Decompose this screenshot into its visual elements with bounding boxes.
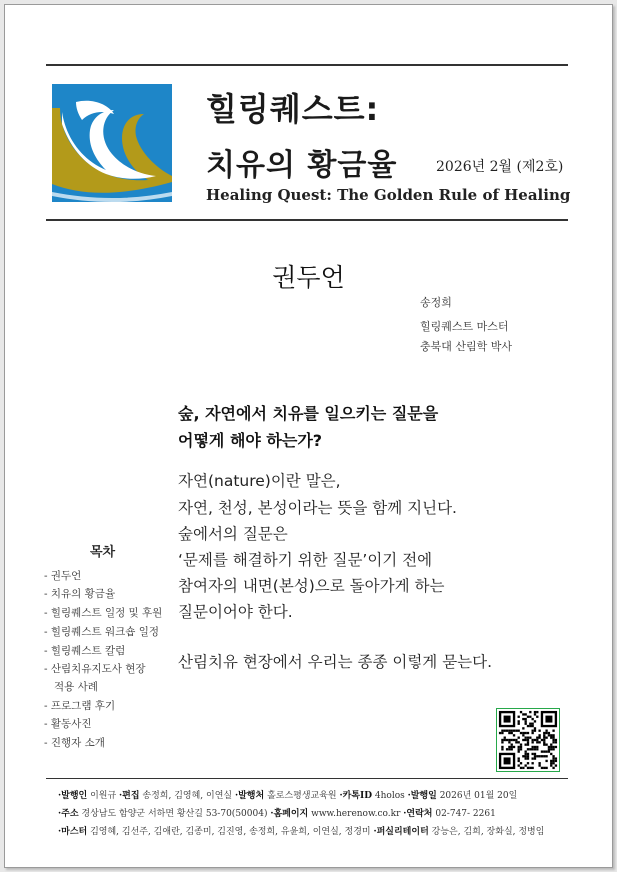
toc-item: - 활동사진 xyxy=(44,718,92,730)
author-degree: 충북대 산림학 박사 xyxy=(420,340,513,353)
footer-value: 2026년 01월 20일 xyxy=(436,791,518,801)
author-name: 송정희 xyxy=(420,296,452,309)
toc-title: 목차 xyxy=(90,545,116,560)
footer-value: 홀로스평생교육원 xyxy=(264,791,340,801)
footer-label: ·발행일 xyxy=(407,791,437,801)
footer-label: ·발행인 xyxy=(58,791,88,801)
footer-rule xyxy=(46,778,568,779)
footer-value: 이원규 xyxy=(87,791,120,801)
toc-item: - 권두언 xyxy=(44,570,82,582)
newsletter-title-line1: 힐링퀘스트: xyxy=(206,90,380,128)
body-line: 질문이어야 한다. xyxy=(178,603,293,621)
lead-question-line2: 어떻게 해야 하는가? xyxy=(178,431,323,450)
author-role: 힐링퀘스트 마스터 xyxy=(420,320,509,333)
toc-item: - 프로그램 후기 xyxy=(44,700,116,712)
toc-item: - 힐링퀘스트 일정 및 후원 xyxy=(44,607,163,619)
footer-label: ·홈페이지 xyxy=(270,809,309,819)
footer-label: ·퍼실리테이터 xyxy=(373,827,429,837)
wave-logo-icon xyxy=(52,84,172,202)
footer-value: 강능은, 김희, 장화실, 정병임 xyxy=(428,827,545,837)
footer-value: 송정희, 김영혜, 이연실 xyxy=(139,791,235,801)
footer-value: 02-747- 2261 xyxy=(432,809,496,819)
body-line: ‘문제를 해결하기 위한 질문’이기 전에 xyxy=(178,551,433,569)
footer-label: ·주소 xyxy=(58,809,79,819)
footer-value: 4holos xyxy=(372,791,408,801)
homepage-link[interactable]: www.herenow.co.kr xyxy=(308,809,404,819)
toc-item: - 힐링퀘스트 칼럼 xyxy=(44,645,126,657)
body-line: 산림치유 현장에서 우리는 종종 이렇게 묻는다. xyxy=(178,653,493,671)
toc-item: 적용 사례 xyxy=(54,681,98,693)
newsletter-title-line2: 치유의 황금율 xyxy=(206,148,398,183)
footer-value: 김영혜, 김선주, 김애란, 김종미, 김진영, 송정희, 유윤희, 이연실, 정경미 xyxy=(87,827,374,837)
header-bottom-rule xyxy=(46,219,568,221)
footer-label: ·연락처 xyxy=(403,809,433,819)
footer-address-line xyxy=(58,806,496,819)
article-title: 권두언 xyxy=(272,263,345,292)
issue-date: 2026년 2월 (제2호) xyxy=(436,159,564,175)
toc-item: - 산림치유지도사 현장 xyxy=(44,663,146,675)
toc-item: - 힐링퀘스트 워크숍 일정 xyxy=(44,626,159,638)
footer-label: ·발행처 xyxy=(234,791,265,801)
qr-code-icon[interactable] xyxy=(496,708,560,772)
footer-value: 경상남도 함양군 서하면 황산길 53-70(50004) xyxy=(78,809,271,819)
body-line: 참여자의 내면(본성)으로 돌아가게 하는 xyxy=(178,577,445,595)
toc-item: - 진행자 소개 xyxy=(44,737,105,749)
footer-label: ·편집 xyxy=(119,791,140,801)
newsletter-subtitle: Healing Quest: The Golden Rule of Healing xyxy=(206,186,571,204)
footer-label: ·마스터 xyxy=(58,827,88,837)
body-line: 자연, 천성, 본성이라는 뜻을 함께 지닌다. xyxy=(178,499,457,517)
body-line: 숲에서의 질문은 xyxy=(178,525,288,543)
top-rule xyxy=(46,64,568,66)
footer-publisher-line xyxy=(58,788,517,801)
lead-question-line1: 숲, 자연에서 치유를 일으키는 질문을 xyxy=(178,404,439,423)
footer-label: ·카톡ID xyxy=(339,791,373,801)
footer-masters-line xyxy=(58,824,544,837)
toc-item: - 치유의 황금율 xyxy=(44,588,116,600)
body-line: 자연(nature)이란 말은, xyxy=(178,472,341,490)
